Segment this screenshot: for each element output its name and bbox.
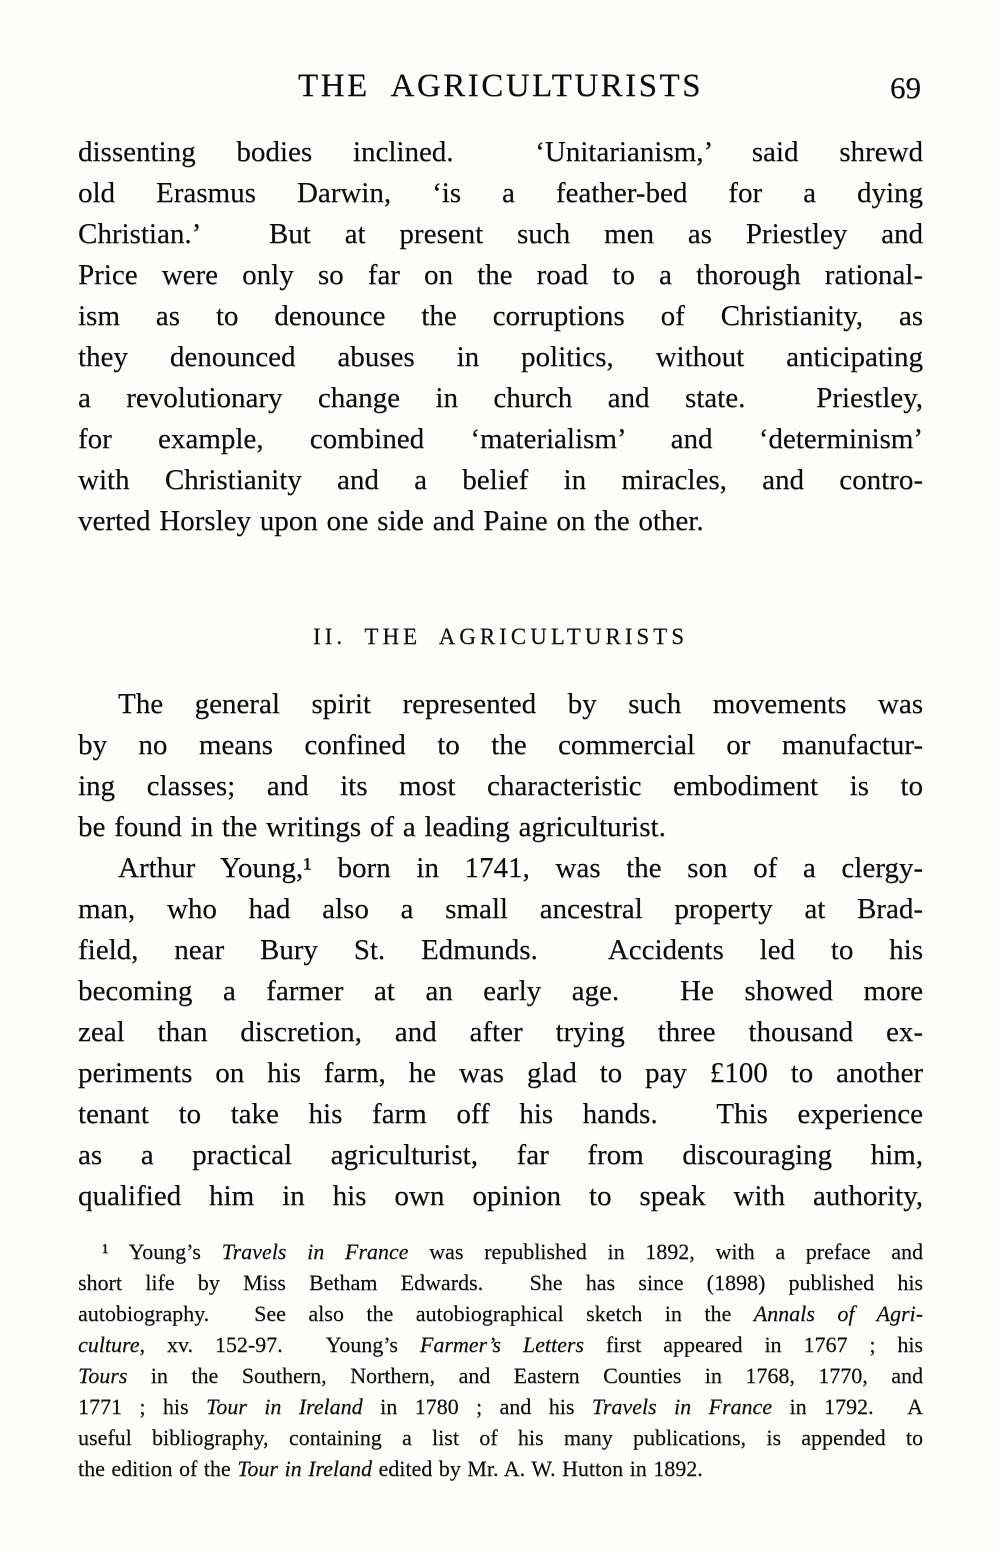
footnote-line <box>78 1267 923 1298</box>
text-line: Price were only so far on the road to a thorough rational- <box>78 259 923 291</box>
footnote-text-segment: in 1780 ; and his <box>362 1394 592 1419</box>
footnote-line <box>78 1360 923 1391</box>
footnote-line <box>78 1236 923 1267</box>
text-line: qualified him in his own opinion to speak with authority, <box>78 1180 923 1212</box>
text-line: Christian.’ But at present such men as Priestley and <box>78 218 923 250</box>
footnote-italic-segment: Travels in France <box>221 1239 409 1264</box>
footnote-italic-segment: Tours <box>78 1363 128 1388</box>
text-line: they denounced abuses in politics, without anticipating <box>78 341 923 373</box>
page-number: 69 <box>890 70 921 105</box>
footnote-text-segment: in 1792. A <box>772 1394 923 1419</box>
text-line: a revolutionary change in church and state. Priestley, <box>78 382 923 414</box>
footnote-line <box>78 1422 923 1453</box>
footnote-line <box>78 1298 923 1329</box>
text-line: verted Horsley upon one side and Paine on the other. <box>78 505 704 537</box>
footnote-line <box>78 1391 923 1422</box>
footnote-italic-segment: Farmer’s Letters <box>419 1332 584 1357</box>
text-line: periments on his farm, he was glad to pay £100 to another <box>78 1057 923 1089</box>
footnote-text-segment: was republished in 1892, with a preface and <box>408 1239 923 1264</box>
footnote-block <box>78 1236 923 1484</box>
footnote-text-segment: the edition of the <box>78 1456 238 1481</box>
text-line: zeal than discretion, and after trying three thousand ex- <box>78 1016 923 1048</box>
text-line: as a practical agriculturist, far from discouraging him, <box>78 1139 923 1171</box>
text-line: be found in the writings of a leading agriculturist. <box>78 811 666 843</box>
text-line: field, near Bury St. Edmunds. Accidents led to his <box>78 934 923 966</box>
footnote-italic-segment: Tour in Ireland <box>206 1394 363 1419</box>
section-heading: II. THE AGRICULTURISTS <box>313 624 688 649</box>
text-line: ing classes; and its most characteristic embodiment is to <box>78 770 923 802</box>
footnote-text-segment: first appeared in 1767 ; his <box>583 1332 923 1357</box>
text-line: ism as to denounce the corruptions of Christianity, as <box>78 300 923 332</box>
text-line: The general spirit represented by such movements was <box>118 688 923 720</box>
footnote-text-segment: , xv. 152-97. Young’s <box>139 1332 420 1357</box>
footnote-line <box>78 1329 923 1360</box>
footnote-italic-segment: Tour in Ireland <box>237 1456 373 1481</box>
text-line: old Erasmus Darwin, ‘is a feather-bed for a dying <box>78 177 923 209</box>
text-line: man, who had also a small ancestral property at Brad- <box>78 893 923 925</box>
footnote-text-segment: in the Southern, Northern, and Eastern Counties in 1768, 1770, and <box>127 1363 923 1388</box>
opening-paragraph-block <box>78 132 923 542</box>
footnote-line <box>78 1453 923 1484</box>
text-line: for example, combined ‘materialism’ and ‘determinism’ <box>78 423 923 455</box>
main-paragraph-block <box>78 684 923 1217</box>
text-line: by no means confined to the commercial or manufactur- <box>78 729 923 761</box>
text-line: dissenting bodies inclined. ‘Unitarianism,’ said shrewd <box>78 136 923 168</box>
footnote-text-segment: autobiography. See also the autobiographical sketch in the <box>78 1301 754 1326</box>
text-line: tenant to take his farm off his hands. This experience <box>78 1098 923 1130</box>
footnote-text-segment: 1771 ; his <box>78 1394 207 1419</box>
footnote-text-segment: edited by Mr. A. W. Hutton in 1892. <box>372 1456 703 1481</box>
footnote-italic-segment: Annals of Agri- <box>753 1301 923 1326</box>
footnote-text-segment: ¹ Young’s <box>102 1239 222 1264</box>
footnote-italic-segment: culture <box>78 1332 140 1357</box>
page-title: THE AGRICULTURISTS <box>297 68 704 104</box>
text-line: becoming a farmer at an early age. He showed more <box>78 975 923 1007</box>
text-line: Arthur Young,¹ born in 1741, was the son of a clergy- <box>118 852 923 884</box>
text-line: with Christianity and a belief in miracles, and contro- <box>78 464 923 496</box>
footnote-italic-segment: Travels in France <box>591 1394 773 1419</box>
running-header <box>78 68 923 110</box>
footnote-text-segment: useful bibliography, containing a list of his many publications, is appended to <box>78 1425 923 1450</box>
footnote-text-segment: short life by Miss Betham Edwards. She has since (1898) published his <box>78 1270 923 1295</box>
